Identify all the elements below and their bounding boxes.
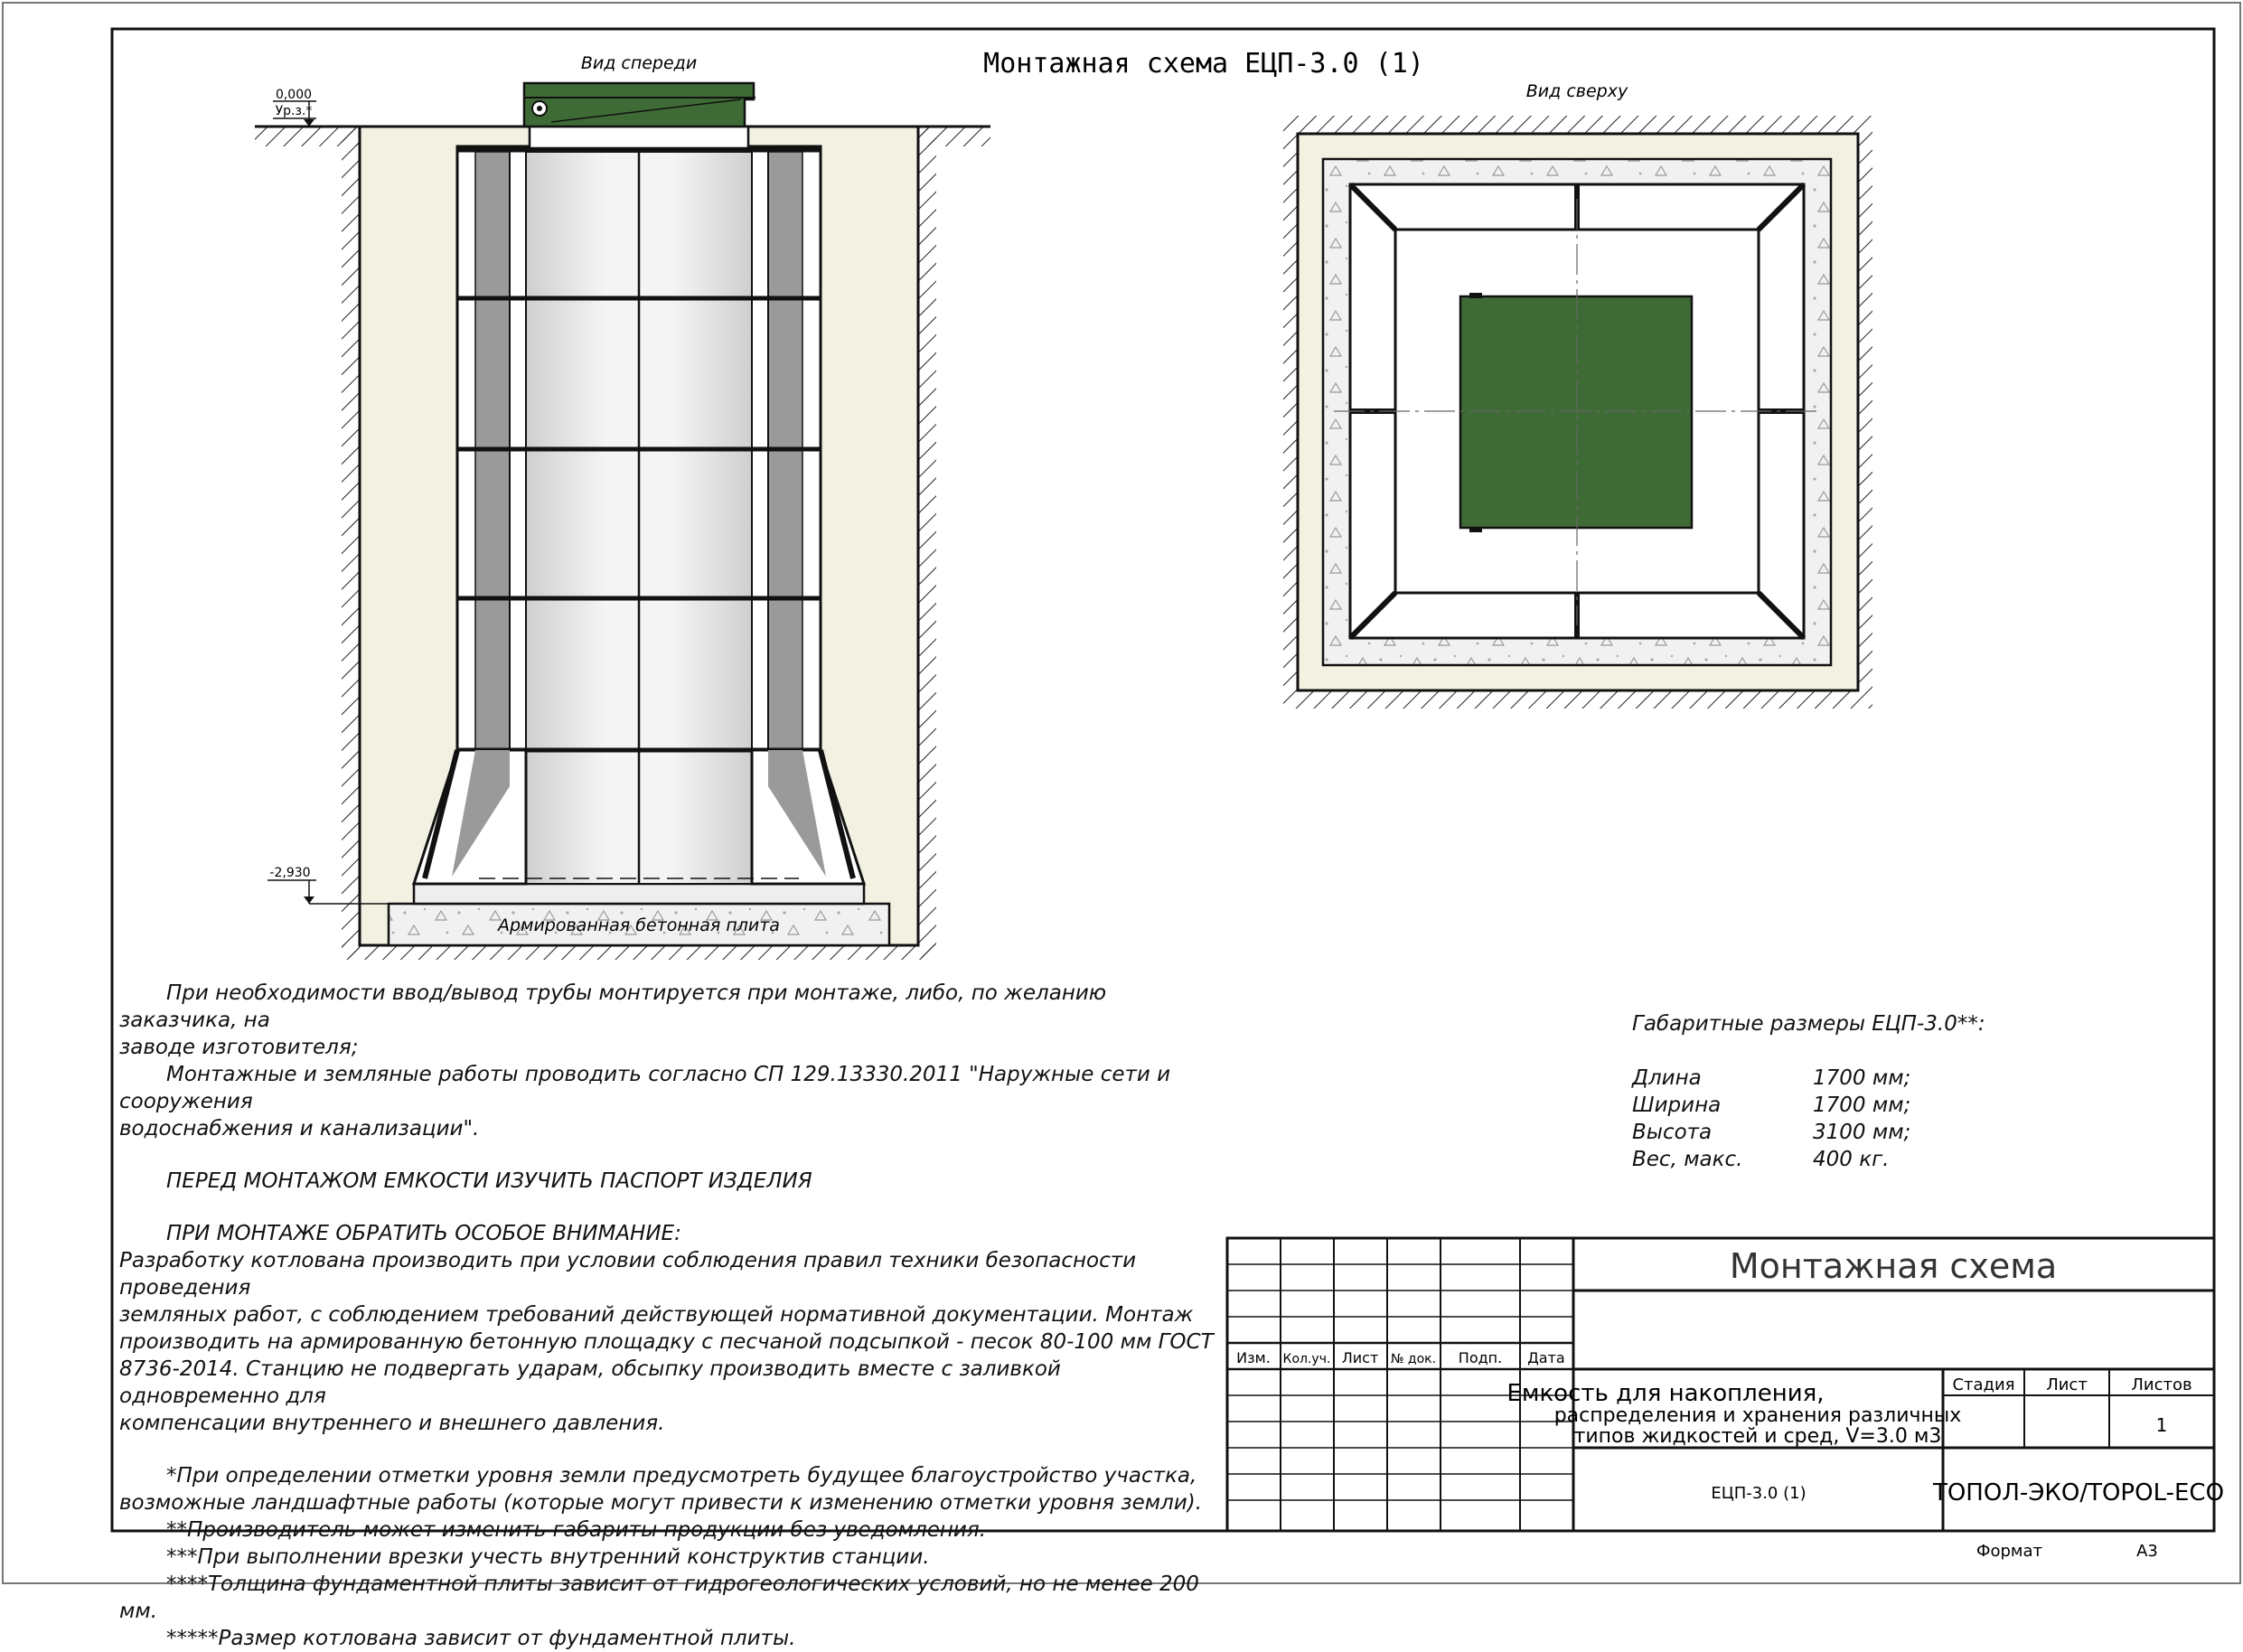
dimension-label: Вес, макс. xyxy=(1632,1148,1743,1171)
footnote-5: *****Размер котлована зависит от фундаментной плиты. xyxy=(166,1627,796,1650)
ground-level-value: 0,000 xyxy=(275,88,313,102)
drawing-title: Монтажная схема ЕЦП-3.0 (1) xyxy=(983,48,1424,80)
stamp-product-line2: распределения и хранения различных xyxy=(1553,1404,1962,1427)
footnote-1: *При определении отметки уровня земли предусмотреть будущее благоустройство участка, xyxy=(166,1464,1197,1488)
footnote-4: ****Толщина фундаментной плиты зависит от гидрогеологических условий, но не менее 200 мм. xyxy=(119,1572,1199,1623)
front-view-label: Вид спереди xyxy=(580,53,698,73)
note-line: земляных работ, с соблюдением требований действующей нормативной документации. Монтаж xyxy=(119,1303,1194,1327)
stamp-product-line3: типов жидкостей и сред, V=3.0 м3 xyxy=(1573,1425,1942,1448)
dimension-label: Высота xyxy=(1632,1121,1713,1144)
front-view xyxy=(255,53,990,960)
dimension-value: 400 кг. xyxy=(1813,1148,1890,1171)
stamp-col-podp: Подп. xyxy=(1458,1349,1503,1366)
note-attention: ПРИ МОНТАЖЕ ОБРАТИТЬ ОСОБОЕ ВНИМАНИЕ: xyxy=(166,1222,681,1245)
sand-base xyxy=(414,884,864,904)
bottom-level-value: -2,930 xyxy=(269,866,311,880)
note-line: При необходимости ввод/вывод трубы монтируется при монтаже, либо, по желанию заказчика, на xyxy=(119,981,1107,1032)
stamp-product-line1: Емкость для накопления, xyxy=(1506,1380,1825,1407)
dimension-label: Длина xyxy=(1632,1066,1702,1090)
stamp-sheets-label: Листов xyxy=(2131,1375,2192,1394)
dimension-value: 3100 мм; xyxy=(1813,1121,1911,1144)
installation-notes xyxy=(119,980,1222,1652)
note-line: 8736-2014. Станцию не подвергать ударам, обсыпку производить вместе с заливкой одновременно для xyxy=(119,1357,1061,1408)
note-line: производить на армированную бетонную площадку с песчаной подсыпкой - песок 80-100 мм ГОСТ xyxy=(119,1330,1214,1354)
ground-level-label: Ур.з.* xyxy=(275,104,313,118)
note-line: водоснабжения и канализации". xyxy=(119,1117,480,1140)
dimension-row xyxy=(1632,1119,2012,1146)
stamp-code: ЕЦП-3.0 (1) xyxy=(1711,1484,1807,1503)
top-view-label: Вид сверху xyxy=(1525,81,1628,101)
pit-wall-hatch-right xyxy=(918,127,936,958)
dimension-row xyxy=(1632,1146,2012,1173)
footnote-2: **Производитель может изменить габариты продукции без уведомления. xyxy=(166,1518,987,1542)
slab-label: Армированная бетонная плита xyxy=(498,915,780,935)
stamp-stage-label: Стадия xyxy=(1952,1375,2015,1394)
stamp-col-data: Дата xyxy=(1527,1349,1565,1366)
dimension-row xyxy=(1632,1092,2012,1119)
top-tank-lid xyxy=(1460,296,1692,528)
stamp-doc-title: Монтажная схема xyxy=(1729,1246,2058,1286)
dimensions-block xyxy=(1632,1010,2012,1173)
tank-neck xyxy=(530,127,748,148)
note-line: компенсации внутреннего и внешнего давления. xyxy=(119,1412,665,1435)
format-label: Формат xyxy=(1976,1542,2042,1561)
pit-wall-hatch-left xyxy=(342,127,360,958)
dimension-label: Ширина xyxy=(1632,1094,1722,1117)
stamp-col-list: Лист xyxy=(1341,1349,1379,1366)
top-view xyxy=(1283,81,1872,709)
dimensions-heading: Габаритные размеры ЕЦП-3.0**: xyxy=(1632,1012,1985,1036)
note-line: Монтажные и земляные работы проводить согласно СП 129.13330.2011 "Наружные сети и сооружения xyxy=(119,1063,1171,1113)
stamp-sheet-label: Лист xyxy=(2046,1375,2088,1394)
dimension-value: 1700 мм; xyxy=(1813,1066,1911,1090)
stamp-company: ТОПОЛ-ЭКО/TOPOL-ECO xyxy=(1932,1479,2225,1507)
tank-lid xyxy=(524,83,754,127)
stamp-col-izm: Изм. xyxy=(1236,1349,1271,1366)
footnote-1-cont: возможные ландшафтные работы (которые могут привести к изменению отметки уровня земли). xyxy=(119,1491,1203,1515)
stamp-col-kolch: Кол.уч. xyxy=(1282,1352,1331,1366)
footnote-3: ***При выполнении врезки учесть внутренний конструктив станции. xyxy=(166,1545,930,1569)
note-line: заводе изготовителя; xyxy=(119,1036,359,1059)
note-line: Разработку котлована производить при условии соблюдения правил техники безопасности проведения xyxy=(119,1249,1137,1300)
dimension-value: 1700 мм; xyxy=(1813,1094,1911,1117)
format-value: А3 xyxy=(2136,1542,2158,1561)
dimension-row xyxy=(1632,1065,2012,1092)
stamp-col-ndok: № док. xyxy=(1390,1352,1437,1366)
stamp-sheets-value: 1 xyxy=(2155,1414,2168,1436)
note-warning: ПЕРЕД МОНТАЖОМ ЕМКОСТИ ИЗУЧИТЬ ПАСПОРТ ИЗДЕЛИЯ xyxy=(166,1169,812,1193)
